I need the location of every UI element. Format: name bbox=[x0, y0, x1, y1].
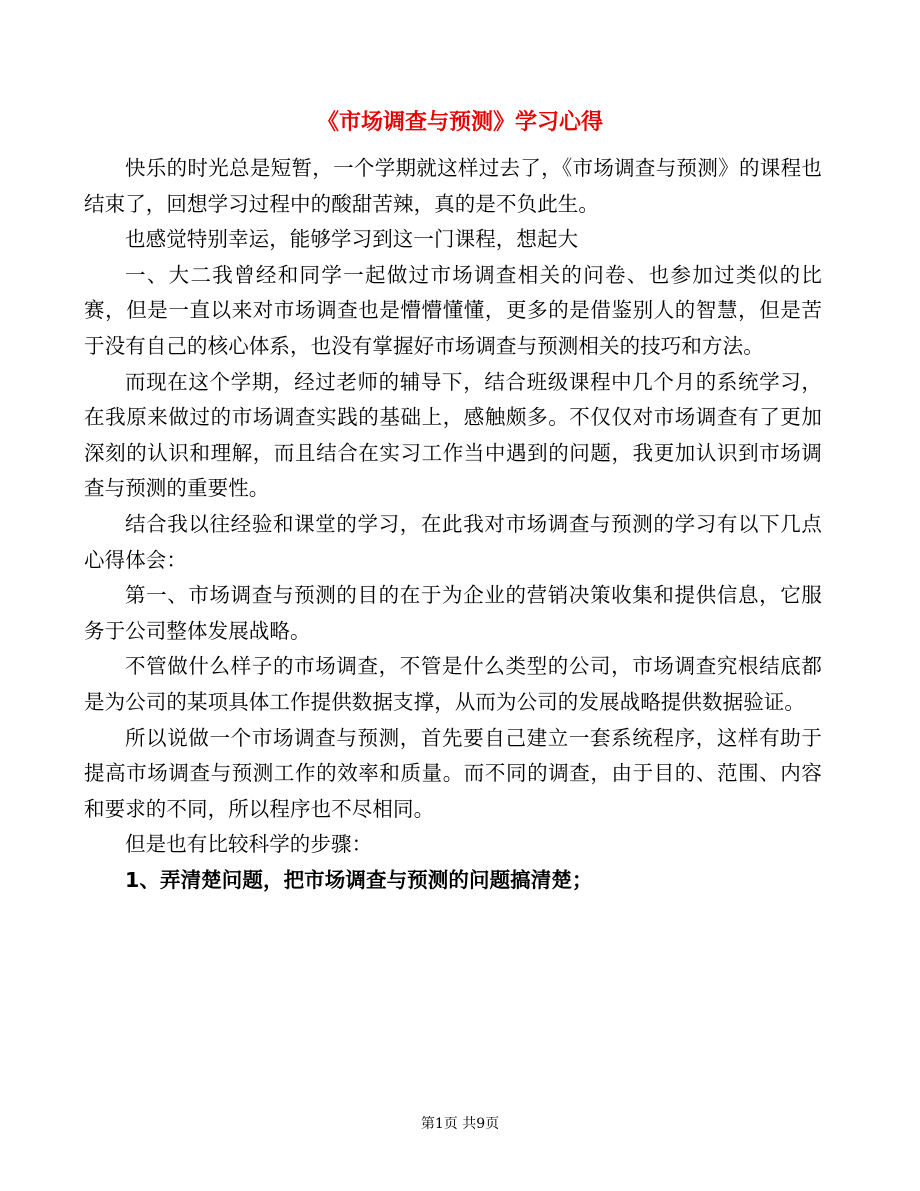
step-heading: 1、弄清楚问题，把市场调查与预测的问题搞清楚； bbox=[125, 867, 593, 892]
paragraph: 第一、市场调查与预测的目的在于为企业的营销决策收集和提供信息，它服务于公司整体发展战略。 bbox=[84, 583, 822, 643]
paragraph: 一、大二我曾经和同学一起做过市场调查相关的问卷、也参加过类似的比赛，但是一直以来对市场调查也是懵懵懂懂，更多的是借鉴别人的智慧，但是苦于没有自己的核心体系，也没有掌握好市场调查与预测相关的技巧和方法。 bbox=[84, 262, 822, 358]
paragraph: 而现在这个学期，经过老师的辅导下，结合班级课程中几个月的系统学习，在我原来做过的市场调查实践的基础上，感触颇多。不仅仅对市场调查有了更加深刻的认识和理解，而且结合在实习工作当中遇到的问题，我更加认识到市场调查与预测的重要性。 bbox=[84, 369, 822, 501]
document-title: 《市场调查与预测》学习心得 bbox=[316, 110, 603, 135]
paragraph: 不管做什么样子的市场调查，不管是什么类型的公司，市场调查究根结底都是为公司的某项具体工作提供数据支撑，从而为公司的发展战略提供数据验证。 bbox=[84, 654, 822, 714]
paragraph: 快乐的时光总是短暂，一个学期就这样过去了，《市场调查与预测》的课程也结束了，回想学习过程中的酸甜苦辣，真的是不负此生。 bbox=[84, 156, 822, 216]
paragraph: 所以说做一个市场调查与预测，首先要自己建立一套系统程序，这样有助于提高市场调查与预测工作的效率和质量。而不同的调查，由于目的、范围、内容和要求的不同，所以程序也不尽相同。 bbox=[84, 725, 822, 821]
paragraph: 但是也有比较科学的步骤： bbox=[125, 832, 373, 857]
paragraph: 结合我以往经验和课堂的学习，在此我对市场调查与预测的学习有以下几点心得体会： bbox=[84, 511, 822, 572]
page-number-footer: 第1页 共9页 bbox=[420, 1116, 500, 1132]
paragraph: 也感觉特别幸运，能够学习到这一门课程，想起大 bbox=[125, 227, 579, 252]
document-body bbox=[84, 151, 822, 898]
